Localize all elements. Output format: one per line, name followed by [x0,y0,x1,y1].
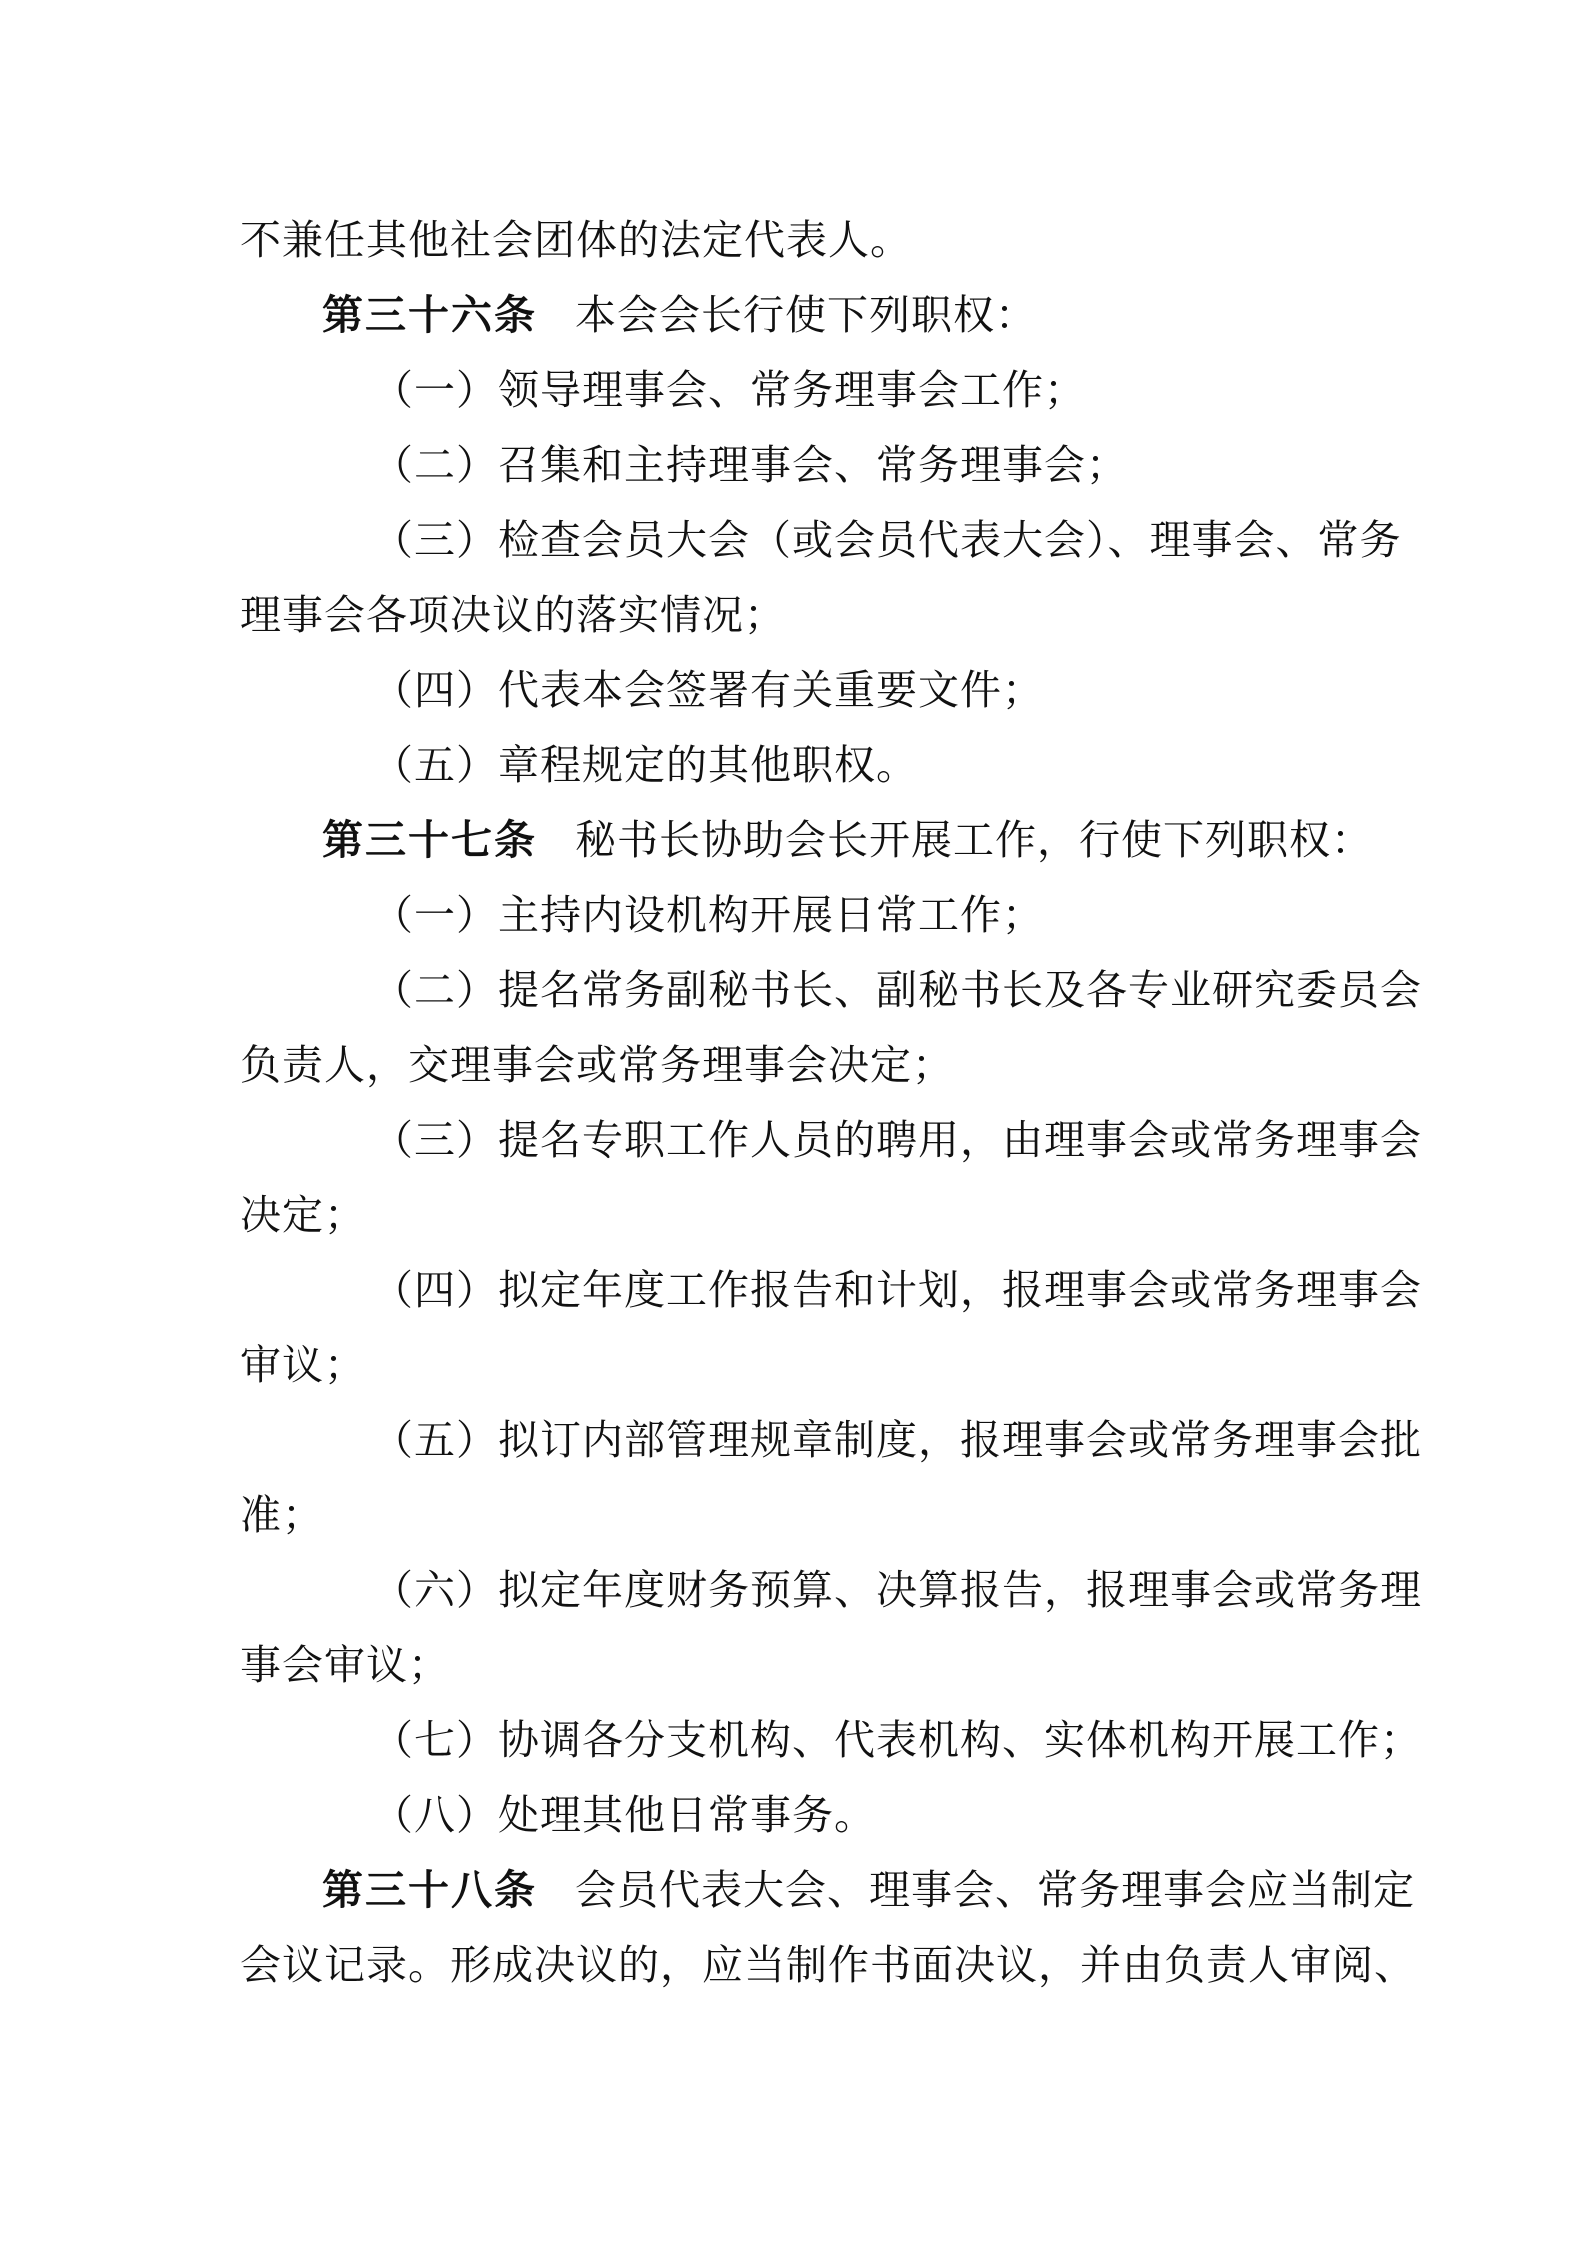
list-item-continuation: 理事会各项决议的落实情况； [240,591,786,639]
article-37 [322,814,1373,866]
list-item: （四）拟定年度工作报告和计划，报理事会或常务理事会 [372,1266,1422,1314]
paragraph-line: 不兼任其他社会团体的法定代表人。 [240,216,912,264]
list-item: （三）检查会员大会（或会员代表大会）、理事会、常务 [372,516,1402,564]
article-text: 本会会长行使下列职权： [575,291,1037,339]
list-item-continuation: 负责人，交理事会或常务理事会决定； [240,1041,954,1089]
list-item: （二）召集和主持理事会、常务理事会； [372,441,1128,489]
article-text: 秘书长协助会长开展工作，行使下列职权： [575,816,1373,864]
article-heading: 第三十八条 [322,1866,537,1914]
paragraph-line: 会议记录。形成决议的，应当制作书面决议，并由负责人审阅、 [240,1941,1416,1989]
article-38 [322,1864,1415,1916]
list-item-continuation: 准； [240,1491,324,1539]
list-item-continuation: 审议； [240,1341,366,1389]
list-item: （四）代表本会签署有关重要文件； [372,666,1044,714]
list-item-continuation: 事会审议； [240,1641,450,1689]
list-item: （三）提名专职工作人员的聘用，由理事会或常务理事会 [372,1116,1422,1164]
article-heading: 第三十七条 [322,816,537,864]
list-item: （一）主持内设机构开展日常工作； [372,891,1044,939]
article-36 [322,289,1037,341]
list-item: （五）拟订内部管理规章制度，报理事会或常务理事会批 [372,1416,1422,1464]
list-item-continuation: 决定； [240,1191,366,1239]
list-item: （一）领导理事会、常务理事会工作； [372,366,1086,414]
article-heading: 第三十六条 [322,291,537,339]
list-item: （二）提名常务副秘书长、副秘书长及各专业研究委员会 [372,966,1422,1014]
list-item: （八）处理其他日常事务。 [372,1791,876,1839]
article-text: 会员代表大会、理事会、常务理事会应当制定 [575,1866,1415,1914]
list-item: （六）拟定年度财务预算、决算报告，报理事会或常务理 [372,1566,1422,1614]
list-item: （五）章程规定的其他职权。 [372,741,918,789]
list-item: （七）协调各分支机构、代表机构、实体机构开展工作； [372,1716,1422,1764]
